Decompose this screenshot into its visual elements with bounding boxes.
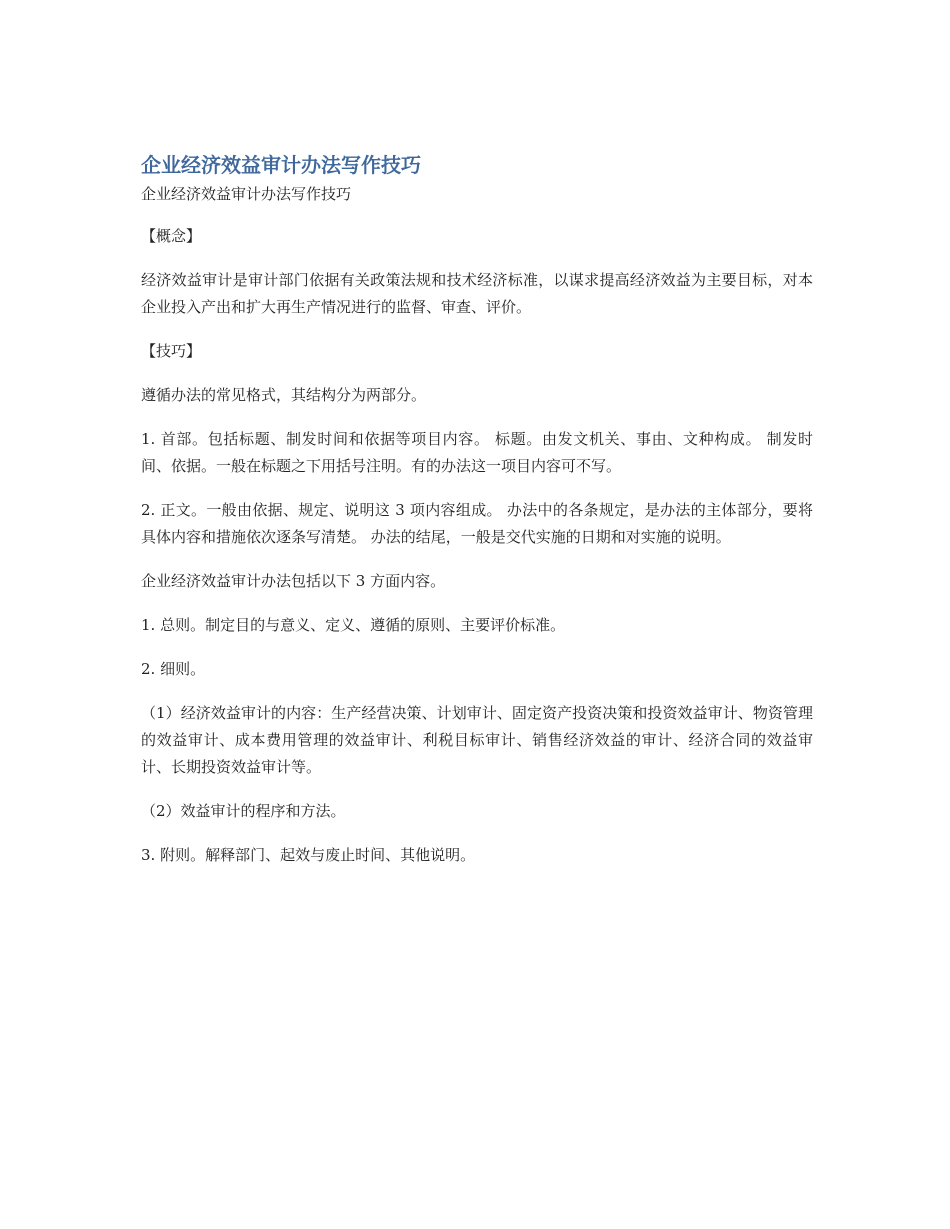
paragraph-body-part: 2. 正文。一般由依据、规定、说明这 3 项内容组成。 办法中的各条规定，是办法的主体部分，要将具体内容和措施依次逐条写清楚。 办法的结尾，一般是交代实施的日期和对实施的说明。 <box>141 501 813 546</box>
paragraph-header-part: 1. 首部。包括标题、制发时间和依据等项目内容。 标题。由发文机关、事由、文种构成。 制发时间、依据。一般在标题之下用括号注明。有的办法这一项目内容可不写。 <box>141 430 813 475</box>
paragraph-content-intro: 企业经济效益审计办法包括以下 3 方面内容。 <box>141 572 446 590</box>
paragraph-general-rules: 1. 总则。制定目的与意义、定义、遵循的原则、主要评价标准。 <box>141 616 566 634</box>
paragraph-detailed-rules: 2. 细则。 <box>141 660 206 678</box>
paragraph-audit-content: （1）经济效益审计的内容：生产经营决策、计划审计、固定资产投资决策和投资效益审计、物资管理的效益审计、成本费用管理的效益审计、利税目标审计、销售经济效益的审计、经济合同的效益审计、长期投资效益审计等。 <box>141 704 813 776</box>
section-heading-tips: 【技巧】 <box>141 342 202 360</box>
document-subtitle: 企业经济效益审计办法写作技巧 <box>141 185 352 203</box>
section-heading-concept: 【概念】 <box>141 227 202 245</box>
document-page <box>141 150 813 869</box>
paragraph-audit-procedure: （2）效益审计的程序和方法。 <box>141 802 346 820</box>
paragraph-format-intro: 遵循办法的常见格式，其结构分为两部分。 <box>141 386 427 404</box>
document-title: 企业经济效益审计办法写作技巧 <box>141 153 421 177</box>
paragraph-supplementary-rules: 3. 附则。解释部门、起效与废止时间、其他说明。 <box>141 846 476 864</box>
paragraph-concept-definition: 经济效益审计是审计部门依据有关政策法规和技术经济标准，以谋求提高经济效益为主要目标，对本企业投入产出和扩大再生产情况进行的监督、审查、评价。 <box>141 271 813 316</box>
